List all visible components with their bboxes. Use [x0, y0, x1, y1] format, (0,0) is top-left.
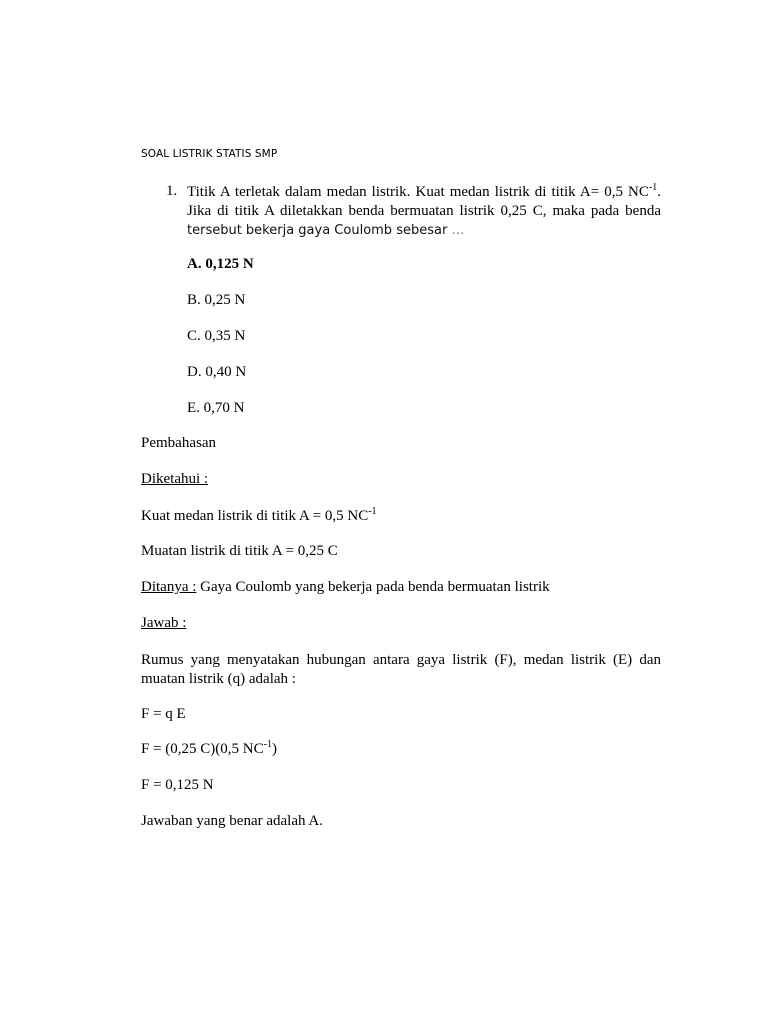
- conclusion: Jawaban yang benar adalah A.: [141, 813, 324, 829]
- formula-intro: Rumus yang menyatakan hubungan antara gaya listrik (F), medan listrik (E) dan muatan listrik (q) adalah :: [141, 652, 661, 687]
- asked-text: Gaya Coulomb yang bekerja pada benda bermuatan listrik: [196, 579, 550, 595]
- question-line-2: Jika di titik A diletakkan benda bermuatan listrik 0,25 C, maka pada benda: [187, 203, 661, 219]
- substitution: F = (0,25 C)(0,5 $NC^{-1}$): [141, 739, 277, 757]
- asked-line: [141, 579, 550, 596]
- option-c: C. 0,35 N: [187, 328, 246, 344]
- option-d: D. 0,40 N: [187, 364, 247, 380]
- question-line-1: Titik A terletak dalam medan listrik. Kuat medan listrik di titik A= 0,5 $NC^{-1}$.: [187, 182, 661, 200]
- option-e: E. 0,70 N: [187, 400, 245, 416]
- formula: F = q E: [141, 706, 186, 722]
- document-heading: SOAL LISTRIK STATIS SMP: [141, 148, 278, 160]
- question-text: [187, 183, 661, 240]
- given-field-strength: Kuat medan listrik di titik A = 0,5 $NC^{-1}$: [141, 506, 377, 524]
- given-charge: Muatan listrik di titik A = 0,25 C: [141, 543, 338, 559]
- given-label: Diketahui :: [141, 471, 209, 487]
- question-number: 1.: [166, 183, 178, 199]
- result: F = 0,125 N: [141, 777, 214, 793]
- asked-label: Ditanya :: [141, 579, 197, 595]
- solution-title: Pembahasan: [141, 435, 216, 451]
- answer-label: Jawab :: [141, 615, 187, 631]
- option-a: A. 0,125 N: [187, 256, 254, 272]
- option-b: B. 0,25 N: [187, 292, 246, 308]
- question-line-3: tersebut bekerja gaya Coulomb sebesar …: [187, 223, 465, 238]
